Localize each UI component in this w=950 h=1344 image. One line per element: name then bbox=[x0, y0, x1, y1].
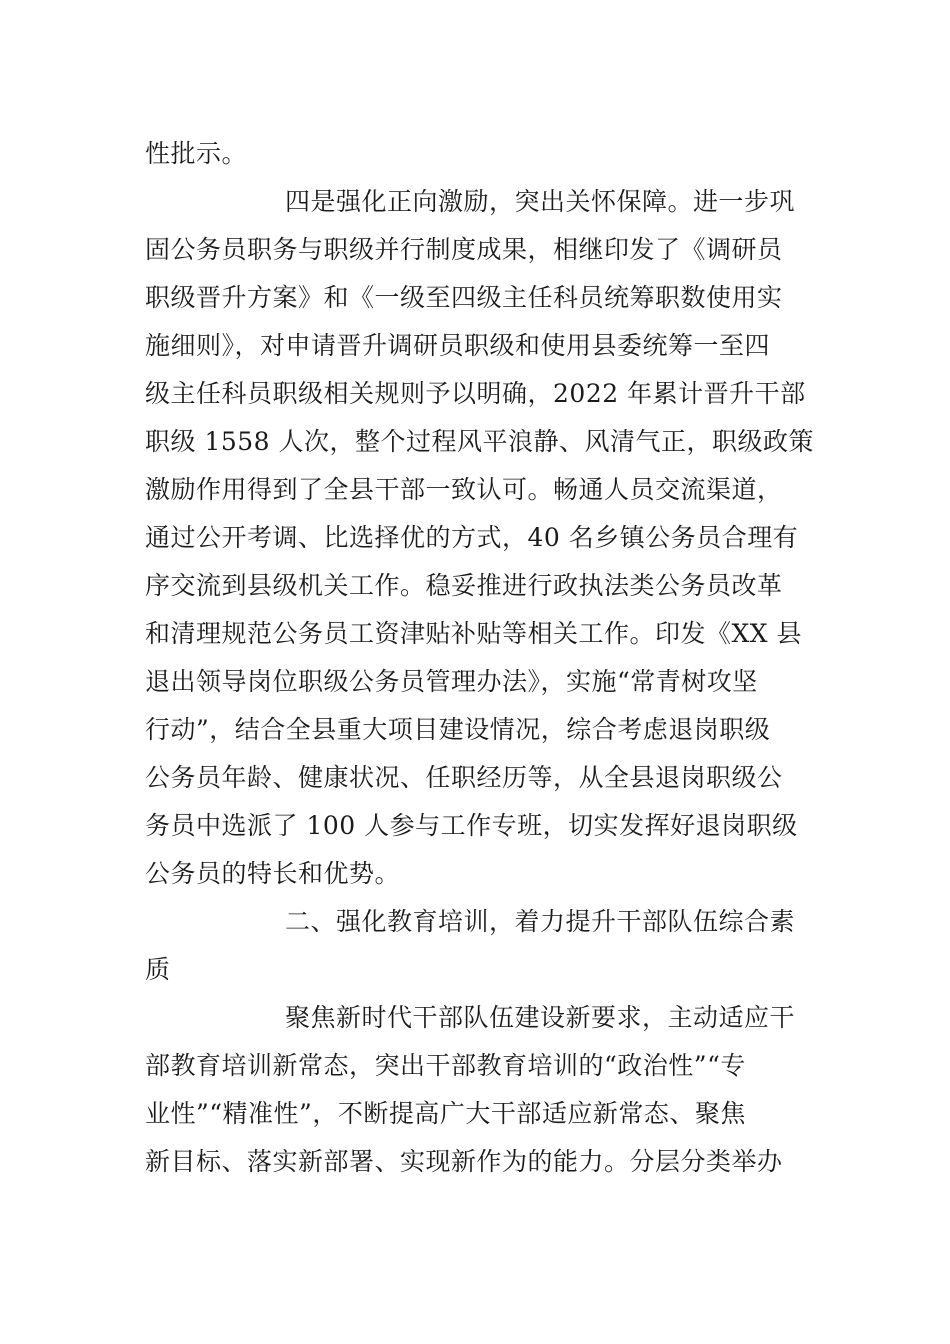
text-line-7: 职级 1558 人次，整个过程风平浪静、风清气正，职级政策 bbox=[145, 427, 815, 456]
section-heading-line-1: 二、强化教育培训，着力提升干部队伍综合素 bbox=[285, 907, 796, 936]
text-line-1: 性批示。 bbox=[145, 139, 248, 168]
text-line-22: 新目标、落实新部署、实现新作为的能力。分层分类举办 bbox=[145, 1147, 783, 1176]
text-line-2: 四是强化正向激励，突出关怀保障。进一步巩 bbox=[285, 187, 796, 216]
text-line-15: 务员中选派了 100 人参与工作专班，切实发挥好退岗职级 bbox=[145, 811, 798, 840]
text-line-8: 激励作用得到了全县干部一致认可。畅通人员交流渠道， bbox=[145, 475, 783, 504]
text-line-11: 和清理规范公务员工资津贴补贴等相关工作。印发《XX 县 bbox=[145, 619, 803, 648]
text-line-6: 级主任科员职级相关规则予以明确，2022 年累计晋升干部 bbox=[145, 379, 806, 408]
text-line-20: 部教育培训新常态，突出干部教育培训的“政治性”“专 bbox=[145, 1051, 746, 1080]
section-heading-line-2: 质 bbox=[145, 955, 171, 984]
text-line-5: 施细则》，对申请晋升调研员职级和使用县委统筹一至四 bbox=[145, 331, 771, 360]
text-line-19: 聚焦新时代干部队伍建设新要求，主动适应干 bbox=[285, 1003, 796, 1032]
text-line-3: 固公务员职务与职级并行制度成果，相继印发了《调研员 bbox=[145, 235, 783, 264]
text-line-16: 公务员的特长和优势。 bbox=[145, 859, 401, 888]
text-line-12: 退出领导岗位职级公务员管理办法》，实施“常青树攻坚 bbox=[145, 667, 758, 696]
text-line-13: 行动”，结合全县重大项目建设情况，综合考虑退岗职级 bbox=[145, 715, 771, 744]
text-line-21: 业性”“精准性”，不断提高广大干部适应新常态、聚焦 bbox=[145, 1099, 746, 1128]
text-line-4: 职级晋升方案》和《一级至四级主任科员统筹职数使用实 bbox=[145, 283, 783, 312]
text-line-14: 公务员年龄、健康状况、任职经历等，从全县退岗职级公 bbox=[145, 763, 783, 792]
text-line-9: 通过公开考调、比选择优的方式，40 名乡镇公务员合理有 bbox=[145, 523, 799, 552]
text-line-10: 序交流到县级机关工作。稳妥推进行政执法类公务员改革 bbox=[145, 571, 783, 600]
